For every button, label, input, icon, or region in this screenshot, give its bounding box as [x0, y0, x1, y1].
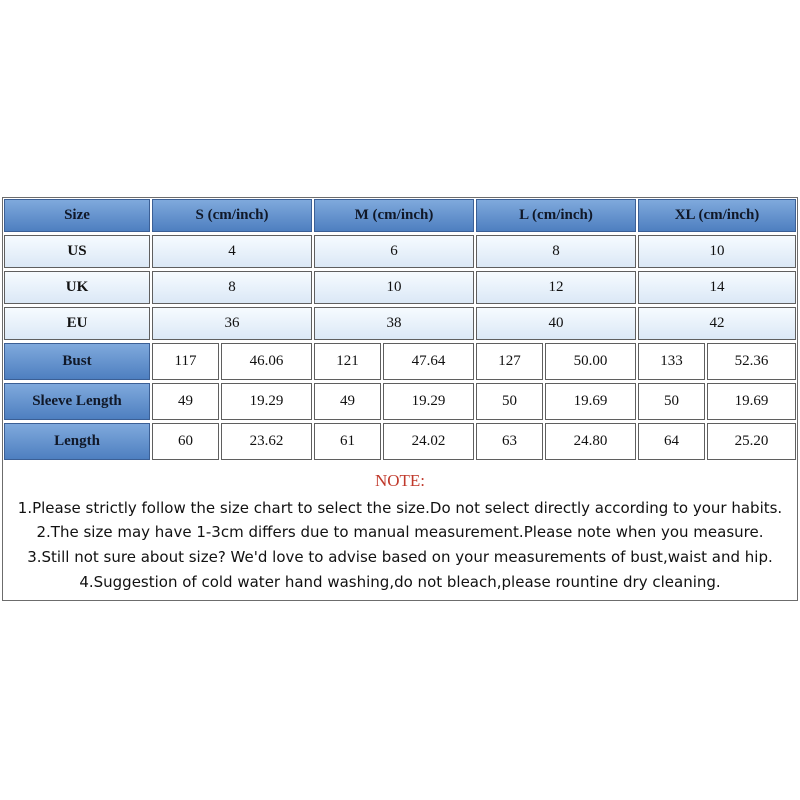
bust-l-cm: 127 — [476, 343, 543, 380]
bust-m-inch: 47.64 — [383, 343, 474, 380]
row-label-uk: UK — [4, 271, 150, 304]
us-size-s: 4 — [152, 235, 312, 268]
sleeve-xl-cm: 50 — [638, 383, 705, 420]
eu-size-l: 40 — [476, 307, 636, 340]
size-header: Size — [4, 199, 150, 232]
uk-size-s: 8 — [152, 271, 312, 304]
eu-size-xl: 42 — [638, 307, 796, 340]
length-s-cm: 60 — [152, 423, 219, 460]
sleeve-m-inch: 19.29 — [383, 383, 474, 420]
column-header-m: M (cm/inch) — [314, 199, 474, 232]
bust-l-inch: 50.00 — [545, 343, 636, 380]
column-header-s: S (cm/inch) — [152, 199, 312, 232]
row-label-bust: Bust — [4, 343, 150, 380]
uk-size-xl: 14 — [638, 271, 796, 304]
sleeve-xl-inch: 19.69 — [707, 383, 796, 420]
length-s-inch: 23.62 — [221, 423, 312, 460]
us-size-xl: 10 — [638, 235, 796, 268]
bust-m-cm: 121 — [314, 343, 381, 380]
length-xl-inch: 25.20 — [707, 423, 796, 460]
sleeve-s-cm: 49 — [152, 383, 219, 420]
note-line-4: 4.Suggestion of cold water hand washing,do not bleach,please rountine dry cleaning. — [79, 573, 721, 591]
eu-size-m: 38 — [314, 307, 474, 340]
column-header-xl: XL (cm/inch) — [638, 199, 796, 232]
column-header-l: L (cm/inch) — [476, 199, 636, 232]
eu-size-s: 36 — [152, 307, 312, 340]
length-m-inch: 24.02 — [383, 423, 474, 460]
bust-xl-cm: 133 — [638, 343, 705, 380]
sleeve-m-cm: 49 — [314, 383, 381, 420]
bust-xl-inch: 52.36 — [707, 343, 796, 380]
note-line-1: 1.Please strictly follow the size chart to select the size.Do not select directly according to your habits. — [17, 499, 783, 517]
row-label-eu: EU — [4, 307, 150, 340]
uk-size-l: 12 — [476, 271, 636, 304]
note-section — [3, 463, 797, 600]
us-size-l: 8 — [476, 235, 636, 268]
size-chart — [2, 197, 798, 601]
row-label-length: Length — [4, 423, 150, 460]
note-title: NOTE: — [374, 471, 426, 490]
length-xl-cm: 64 — [638, 423, 705, 460]
note-line-2: 2.The size may have 1-3cm differs due to manual measurement.Please note when you measure. — [36, 523, 764, 541]
bust-s-inch: 46.06 — [221, 343, 312, 380]
sleeve-s-inch: 19.29 — [221, 383, 312, 420]
row-label-sleeve-length: Sleeve Length — [4, 383, 150, 420]
sleeve-l-cm: 50 — [476, 383, 543, 420]
length-l-cm: 63 — [476, 423, 543, 460]
bust-s-cm: 117 — [152, 343, 219, 380]
sleeve-l-inch: 19.69 — [545, 383, 636, 420]
uk-size-m: 10 — [314, 271, 474, 304]
note-line-3: 3.Still not sure about size? We'd love to advise based on your measurements of bust,waist and hip. — [27, 548, 773, 566]
us-size-m: 6 — [314, 235, 474, 268]
length-l-inch: 24.80 — [545, 423, 636, 460]
length-m-cm: 61 — [314, 423, 381, 460]
row-label-us: US — [4, 235, 150, 268]
